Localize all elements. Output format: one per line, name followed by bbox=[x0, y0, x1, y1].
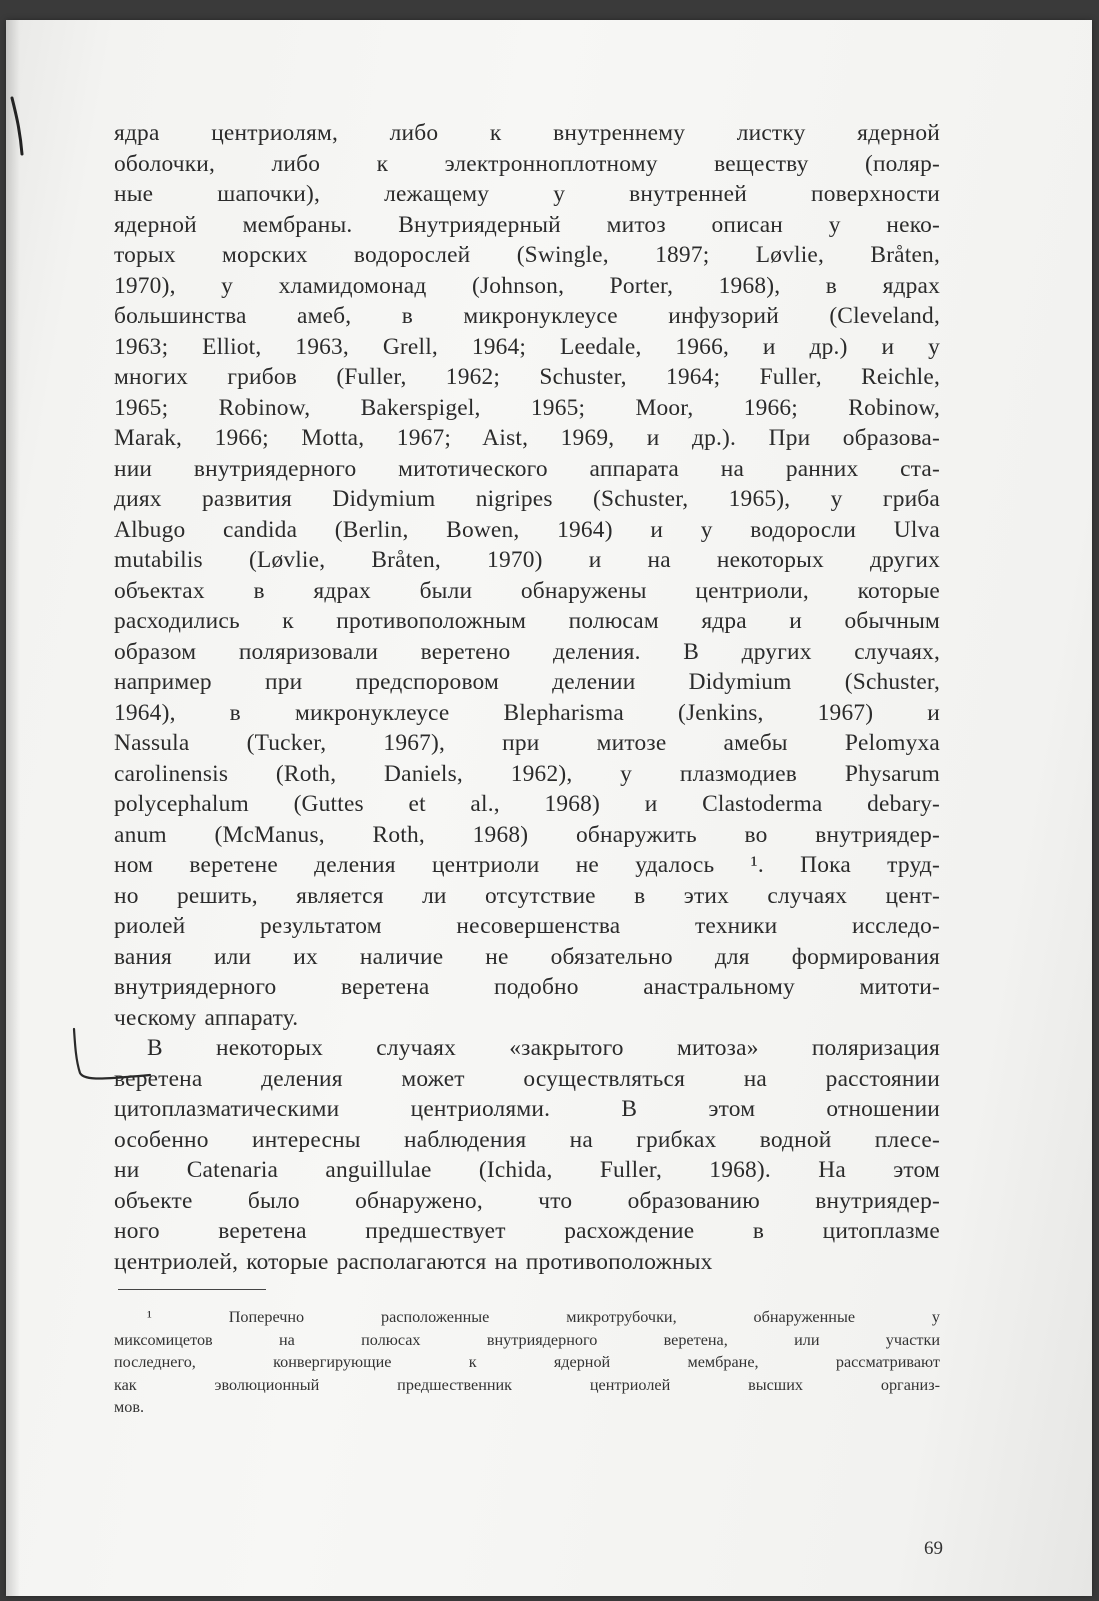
text-line: большинства амеб, в микронуклеусе инфузорий (Cleveland, bbox=[114, 303, 940, 329]
paragraph-main bbox=[114, 118, 940, 1033]
text-line: последнего, конвергирующие к ядерной мембране, рассматривают bbox=[114, 1353, 940, 1371]
page-number: 69 bbox=[924, 1538, 943, 1559]
text-line: В некоторых случаях «закрытого митоза» поляризация bbox=[147, 1035, 940, 1061]
text-line: ядерной мембраны. Внутриядерный митоз описан у неко- bbox=[114, 211, 940, 238]
text-line: расходились к противоположным полюсам ядра и обычным bbox=[114, 608, 940, 634]
text-line: 1963; Elliot, 1963, Grell, 1964; Leedale, 1966, и др.) и у bbox=[114, 333, 940, 360]
text-line: polycephalum (Guttes et al., 1968) и Clastoderma debary- bbox=[114, 791, 940, 817]
text-line: многих грибов (Fuller, 1962; Schuster, 1964; Fuller, Reichle, bbox=[114, 364, 940, 390]
text-line: оболочки, либо к электронноплотному веществу (поляр- bbox=[114, 150, 940, 177]
text-line: миксомицетов на полюсах внутриядерного веретена, или участки bbox=[114, 1330, 940, 1349]
text-line: особенно интересны наблюдения на грибках водной плесе- bbox=[114, 1126, 940, 1153]
page-text bbox=[114, 118, 940, 1419]
text-line: ном веретене деления центриоли не удалось ¹. Пока труд- bbox=[114, 852, 940, 878]
text-line: Nassula (Tucker, 1967), при митозе амебы Pelomyxa bbox=[114, 730, 940, 756]
text-line: Marak, 1966; Motta, 1967; Aist, 1969, и др.). При образова- bbox=[114, 425, 940, 451]
text-line: 1964), в микронуклеусе Blepharisma (Jenkins, 1967) и bbox=[114, 699, 940, 726]
text-line: ядра центриолям, либо к внутреннему листку ядерной bbox=[114, 120, 940, 146]
text-line: вания или их наличие не обязательно для формирования bbox=[114, 943, 940, 970]
text-line: риолей результатом несовершенства техники исследо- bbox=[114, 913, 940, 939]
text-line: anum (McManus, Roth, 1968) обнаружить во внутриядер- bbox=[114, 821, 940, 848]
text-line: ни Catenaria anguillulae (Ichida, Fuller, 1968). На этом bbox=[114, 1157, 940, 1183]
text-line: торых морских водорослей (Swingle, 1897; Løvlie, Bråten, bbox=[114, 242, 940, 268]
text-line: ¹ Поперечно расположенные микротрубочки, обнаруженные у bbox=[147, 1308, 940, 1326]
text-line: нии внутриядерного митотического аппарата на ранних ста- bbox=[114, 455, 940, 482]
text-line: мов. bbox=[114, 1398, 145, 1416]
text-line: 1965; Robinow, Bakerspigel, 1965; Moor, 1966; Robinow, bbox=[114, 394, 940, 421]
text-line: внутриядерного веретена подобно анастральному митоти- bbox=[114, 974, 940, 1000]
paragraph-closed-mitosis bbox=[114, 1033, 940, 1277]
scan-edge-shadow bbox=[6, 20, 20, 1596]
footnote-divider bbox=[118, 1289, 266, 1290]
text-line: центриолей, которые располагаются на противоположных bbox=[114, 1248, 713, 1275]
text-line: объекте было обнаружено, что образованию внутриядер- bbox=[114, 1187, 940, 1214]
text-line: образом поляризовали веретено деления. В других случаях, bbox=[114, 638, 940, 665]
text-line: веретена деления может осуществляться на расстоянии bbox=[114, 1065, 940, 1092]
text-line: цитоплазматическими центриолями. В этом отношении bbox=[114, 1096, 940, 1122]
text-line: carolinensis (Roth, Daniels, 1962), у плазмодиев Physarum bbox=[114, 760, 940, 787]
text-line: но решить, является ли отсутствие в этих случаях цент- bbox=[114, 882, 940, 909]
text-line: объектах в ядрах были обнаружены центриоли, которые bbox=[114, 577, 940, 604]
footnote bbox=[114, 1306, 940, 1419]
text-line: как эволюционный предшественник центриолей высших организ- bbox=[114, 1375, 940, 1394]
text-line: например при предспоровом делении Didymium (Schuster, bbox=[114, 669, 940, 695]
scan-edge-mark bbox=[8, 96, 28, 156]
text-line: mutabilis (Løvlie, Bråten, 1970) и на некоторых других bbox=[114, 547, 940, 573]
text-line: Albugo candida (Berlin, Bowen, 1964) и у водоросли Ulva bbox=[114, 516, 940, 543]
text-line: 1970), у хламидомонад (Johnson, Porter, 1968), в ядрах bbox=[114, 272, 940, 299]
text-line: ческому аппарату. bbox=[114, 1004, 299, 1031]
text-line: ные шапочки), лежащему у внутренней поверхности bbox=[114, 181, 940, 207]
text-line: ного веретена предшествует расхождение в цитоплазме bbox=[114, 1218, 940, 1244]
text-line: диях развития Didymium nigripes (Schuster, 1965), у гриба bbox=[114, 486, 940, 512]
